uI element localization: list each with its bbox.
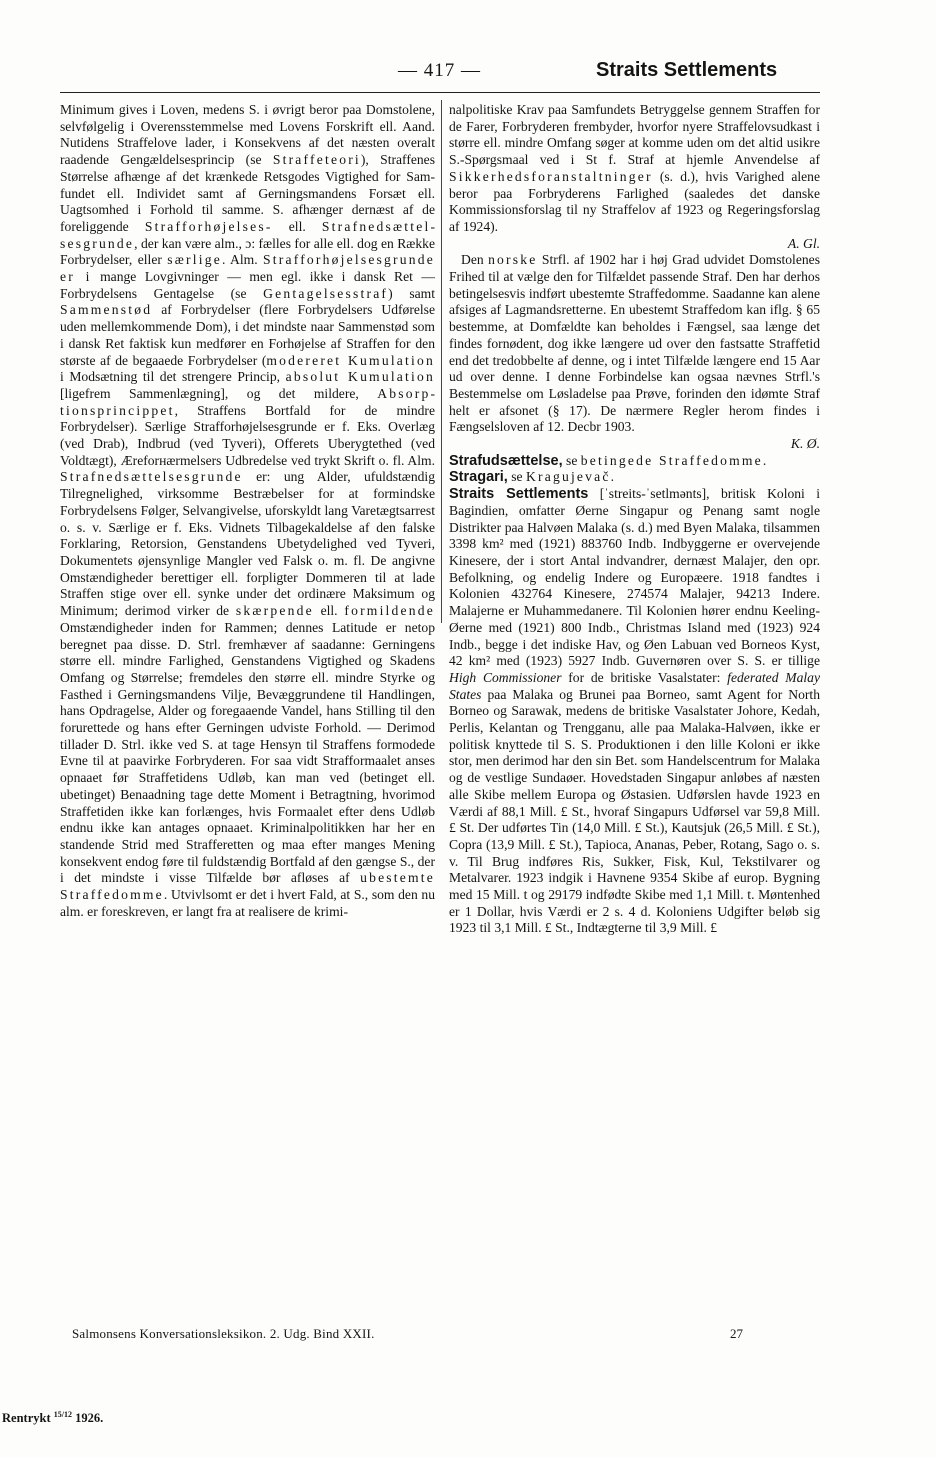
left-column (60, 102, 435, 920)
right-column (449, 102, 820, 937)
column-divider (441, 100, 442, 623)
signature: K. Ø. (790, 436, 820, 452)
entry-strafudsaettelse: Strafudsættelse, se betingede Straffedomme. (449, 452, 767, 469)
page-number: — 417 — (398, 60, 481, 81)
footer-source: Salmonsens Konversationsleksikon. 2. Udg. Bind XXII. (72, 1326, 375, 1341)
headword: Strafudsættelse, (449, 452, 563, 469)
running-head: Straits Settlements (596, 59, 778, 81)
headword: Stragari, (449, 469, 508, 486)
imprint-line: Rentrykt $^{15/12}$ 1926. (2, 1410, 104, 1426)
header-rule (60, 92, 820, 93)
headword: Straits Settlements (449, 486, 589, 503)
entry-stragari: Stragari, se Kragujevač. (449, 469, 615, 486)
entry-straits-settlements: Straits Settlements [ˈstreits-ˈsetlmənts], britisk Koloni i Bagindien, omfatter Øerne Singapur og Penang samt nogle Distrikter paa Halvøen Malaka (s. d.) med Byen Malaka, tilsammen 3398 km² med (1921) 883760 Indb. Indbyggerne er overvejende Kinesere, der i stort Antal indvandrer, dernæst Malajer, den opr. Befolkning, og endelig Indere og Europæere. 1918 fandtes i Kolonien 432764 Kinesere, 274574 Malajer, 94213 Indere. Malajerne er Muhammedanere. Til Kolonien hører endnu Keeling-Øerne med (1921) 800 Indb., Christmas Island med (1923) 924 Indb., begge i det indiske Hav, og Øen Labuan ved Borneos Kyst, 42 km² med (1923) 5927 Indb. Guvernøren over S. S. er tillige High Commissioner for de britiske Vasalstater: federated Malay States paa Malaka og Brunei paa Borneo, samt Agent for North Borneo og Sarawak, medens de britiske Vasalstater Johore, Kedah, Perlis, Kelantan og Trengganu, alle paa Malaka-Halvøen, ikke er politisk knyttede til S. S. Produktionen i den lille Koloni er ikke stor, men derimod har den sin Bet. som Handelscentrum for Malaka og de vestlige Sundaøer. Hovedstaden Singapur anløbes af næsten alle Skibe mellem Europa og Østasien. Udførslen havde 1923 en Værdi af 88,1 Mill. £ St., hvoraf Singapurs Udførsel var 59,8 Mill. £ St. Der udførtes Tin (14,0 Mill. £ St.), Kautsjuk (26,5 Mill. £ St.), Copra (13,9 Mill. £ St.), Tapioca, Ananas, Peber, Rotang, Sago o. s. v. Til Brug indføres Ris, Sukker, Fisk, Kul, Tekstilvarer og Metalvarer. 1923 indgik i Havnene 9354 Skibe af europ. Bygning med 15 Mill. t og 29179 indfødte Skibe med 1,1 Mill. t. Møntenhed er 1 Dollar, hvis Værdi er 2 s. 4 d. Koloniens Udgifter beløb sig 1923 til 3,1 Mill. £ St., Indtægterne til 3,9 Mill. £ (449, 486, 820, 936)
norwegian-law-paragraph: Den norske Strfl. af 1902 har i høj Grad udvidet Domstolenes Frihed til at vælge den for Tilfældet passende Straf. Den har derhos betingelsesvis indført ubestemte Straffedomme. Saadanne kan alene afsiges af Lagmandsretterne. En ubestemt Straffedom kan iflg. § 65 bestemme, at Domfældte kan beholdes i Fængsel, saa længe det findes fornødent, dog ikke længere ud over den fastsatte Straffetid end det tredobbelte af denne, og i intet Tilfælde længere end 15 Aar ud over denne. I denne Forbindelse kan ogsaa nævnes Strfl.'s Bestemmelse om Løsladelse paa Prøve, forinden den idømte Straf helt er afsonet (§ 17). De nærmere Regler herom findes i Fængselsloven af 12. Decbr 1903. K. Ø. (449, 252, 820, 452)
right-paragraph-continuation: nalpolitiske Krav paa Samfundets Betryggelse gennem Straffen for de Farer, Forbryderen frembyder, hvorfor nyere Straffelovsudkast i større ell. mindre Omfang søger at komme uden om det altid usikre S.-Spørgsmaal ved i St f. Straf at hjemle Anvendelse af Sikkerhedsforanstaltninger (s. d.), hvis Varighed alene beror paa Forbryderens Farlighed (saaledes det danske Kommissionsforslag til ny Straffelov af 1923 og Regeringsforslag af 1924). A. Gl. (449, 102, 820, 251)
sheet-number: 27 (730, 1326, 743, 1341)
signature: A. Gl. (787, 235, 820, 251)
left-paragraph: Minimum gives i Loven, medens S. i øvrigt beror paa Domstolene, selvfølgelig i Overensstemmelse med Lovens Forskrift ell. Aand. Nutidens Straffelove lader, i Konsekvens af det næsten overalt raadende Gengældelsesprincip (se Straffeteori), Straffenes Størrelse afhænge af det krænkede Retsgodes Vigtighed for Samfundet ell. Individet samt af Gerningsmandens Forsæt ell. Uagtsomhed i Forhold til samme. S. afhænger dernæst af de foreliggende Strafforhøjelses- ell. Strafnedsættelsesgrunde, der kan være alm., ɔ: fælles for alle ell. dog en Række Forbrydelser, eller særlige. Alm. Strafforhøjelsesgrunde er i mange Lovgivninger — men egl. ikke i dansk Ret — Forbrydelsens Gentagelse (se Gentagelsesstraf) samt Sammenstød af Forbrydelser (flere Forbrydelsers Udførelse uden mellemkommende Dom), i det mindste naar Sammenstød som i dansk Ret faktisk kun medfører en Forhøjelse af Straffen for den største af de begaaede Forbrydelser (modereret Kumulation i Modsætning til det strengere Princip, absolut Kumulation [ligefrem Sammenlægning], og det mildere, Absorptionsprincippet, Straffens Bortfald for de mindre Forbrydelser). Særlige Strafforhøjelsesgrunde er f. Eks. Overlæg (ved Drab), Indbrud (ved Tyveri), Offerets Uberygtethed (ved Voldtægt), Æreforнærmelsers Udbredelse ved trykt Skrift o. fl. Alm. Strafnedsættelsesgrunde er: ung Alder, ufuldstændig Tilregnelighed, virksomme Bestræbelser for at formindske Forbrydelsens Følger, Selvangivelse, uforskyldt lang Varetægtsarrest o. s. v. Særlige er f. Eks. Vidnets Tilbagekaldelse af den falske Forklaring, Retorsion, Genstandens Ubetydelighed ved Tyveri, Dokumentets øjensynlige Mangler ved Falsk o. m. fl. De angivne Omstændigheder berettiger ell. forpligter Dommeren til at lade Straffen stige over ell. synke under det ordinære Maksimum og Minimum; derimod virker de skærpende ell. formildende Omstændigheder inden for Rammen; dennes Latitude er netop beregnet paa disse. D. Strl. fremhæver af saadanne: Gerningens større ell. mindre Farlighed, Genstandens Vigtighed og Skadens Omfang og Størrelse; fremdeles den større ell. mindre Styrke og Fasthed i Gerningsmandens Vilje, Bevæggrundene til Handlingen, hans Opdragelse, Alder og foregaaende Vandel, hans Stilling til den forurettede og hans efter Gerningen udviste Forhold. — Derimod tillader D. Strl. ikke ved S. at tage Hensyn til Straffens formodede Evne til at paavirke Forbryderen. For saa vidt Strafformaalet anses opnaaet før Straffetidens Udløb, kan man ved (betinget ell. ubetinget) Benaadning tage dette Moment i Betragtning, hvorimod Straffetiden ikke kan forlænges, hvis Formaalet efter dens Udløb endnu ikke kan antages opnaaet. Kriminalpolitikken har her en standende Strid med Strafferetten og maa efter manges Mening konsekvent endog føre til fuldstændig Bortfald af den gængse S., der i det mindste i visse Tilfælde bør afløses af ubestemte Straffedomme. Utvivlsomt er det i hvert Fald, at S., som den nu alm. er foreskreven, er langt fra at realisere de krimi- (60, 102, 435, 919)
